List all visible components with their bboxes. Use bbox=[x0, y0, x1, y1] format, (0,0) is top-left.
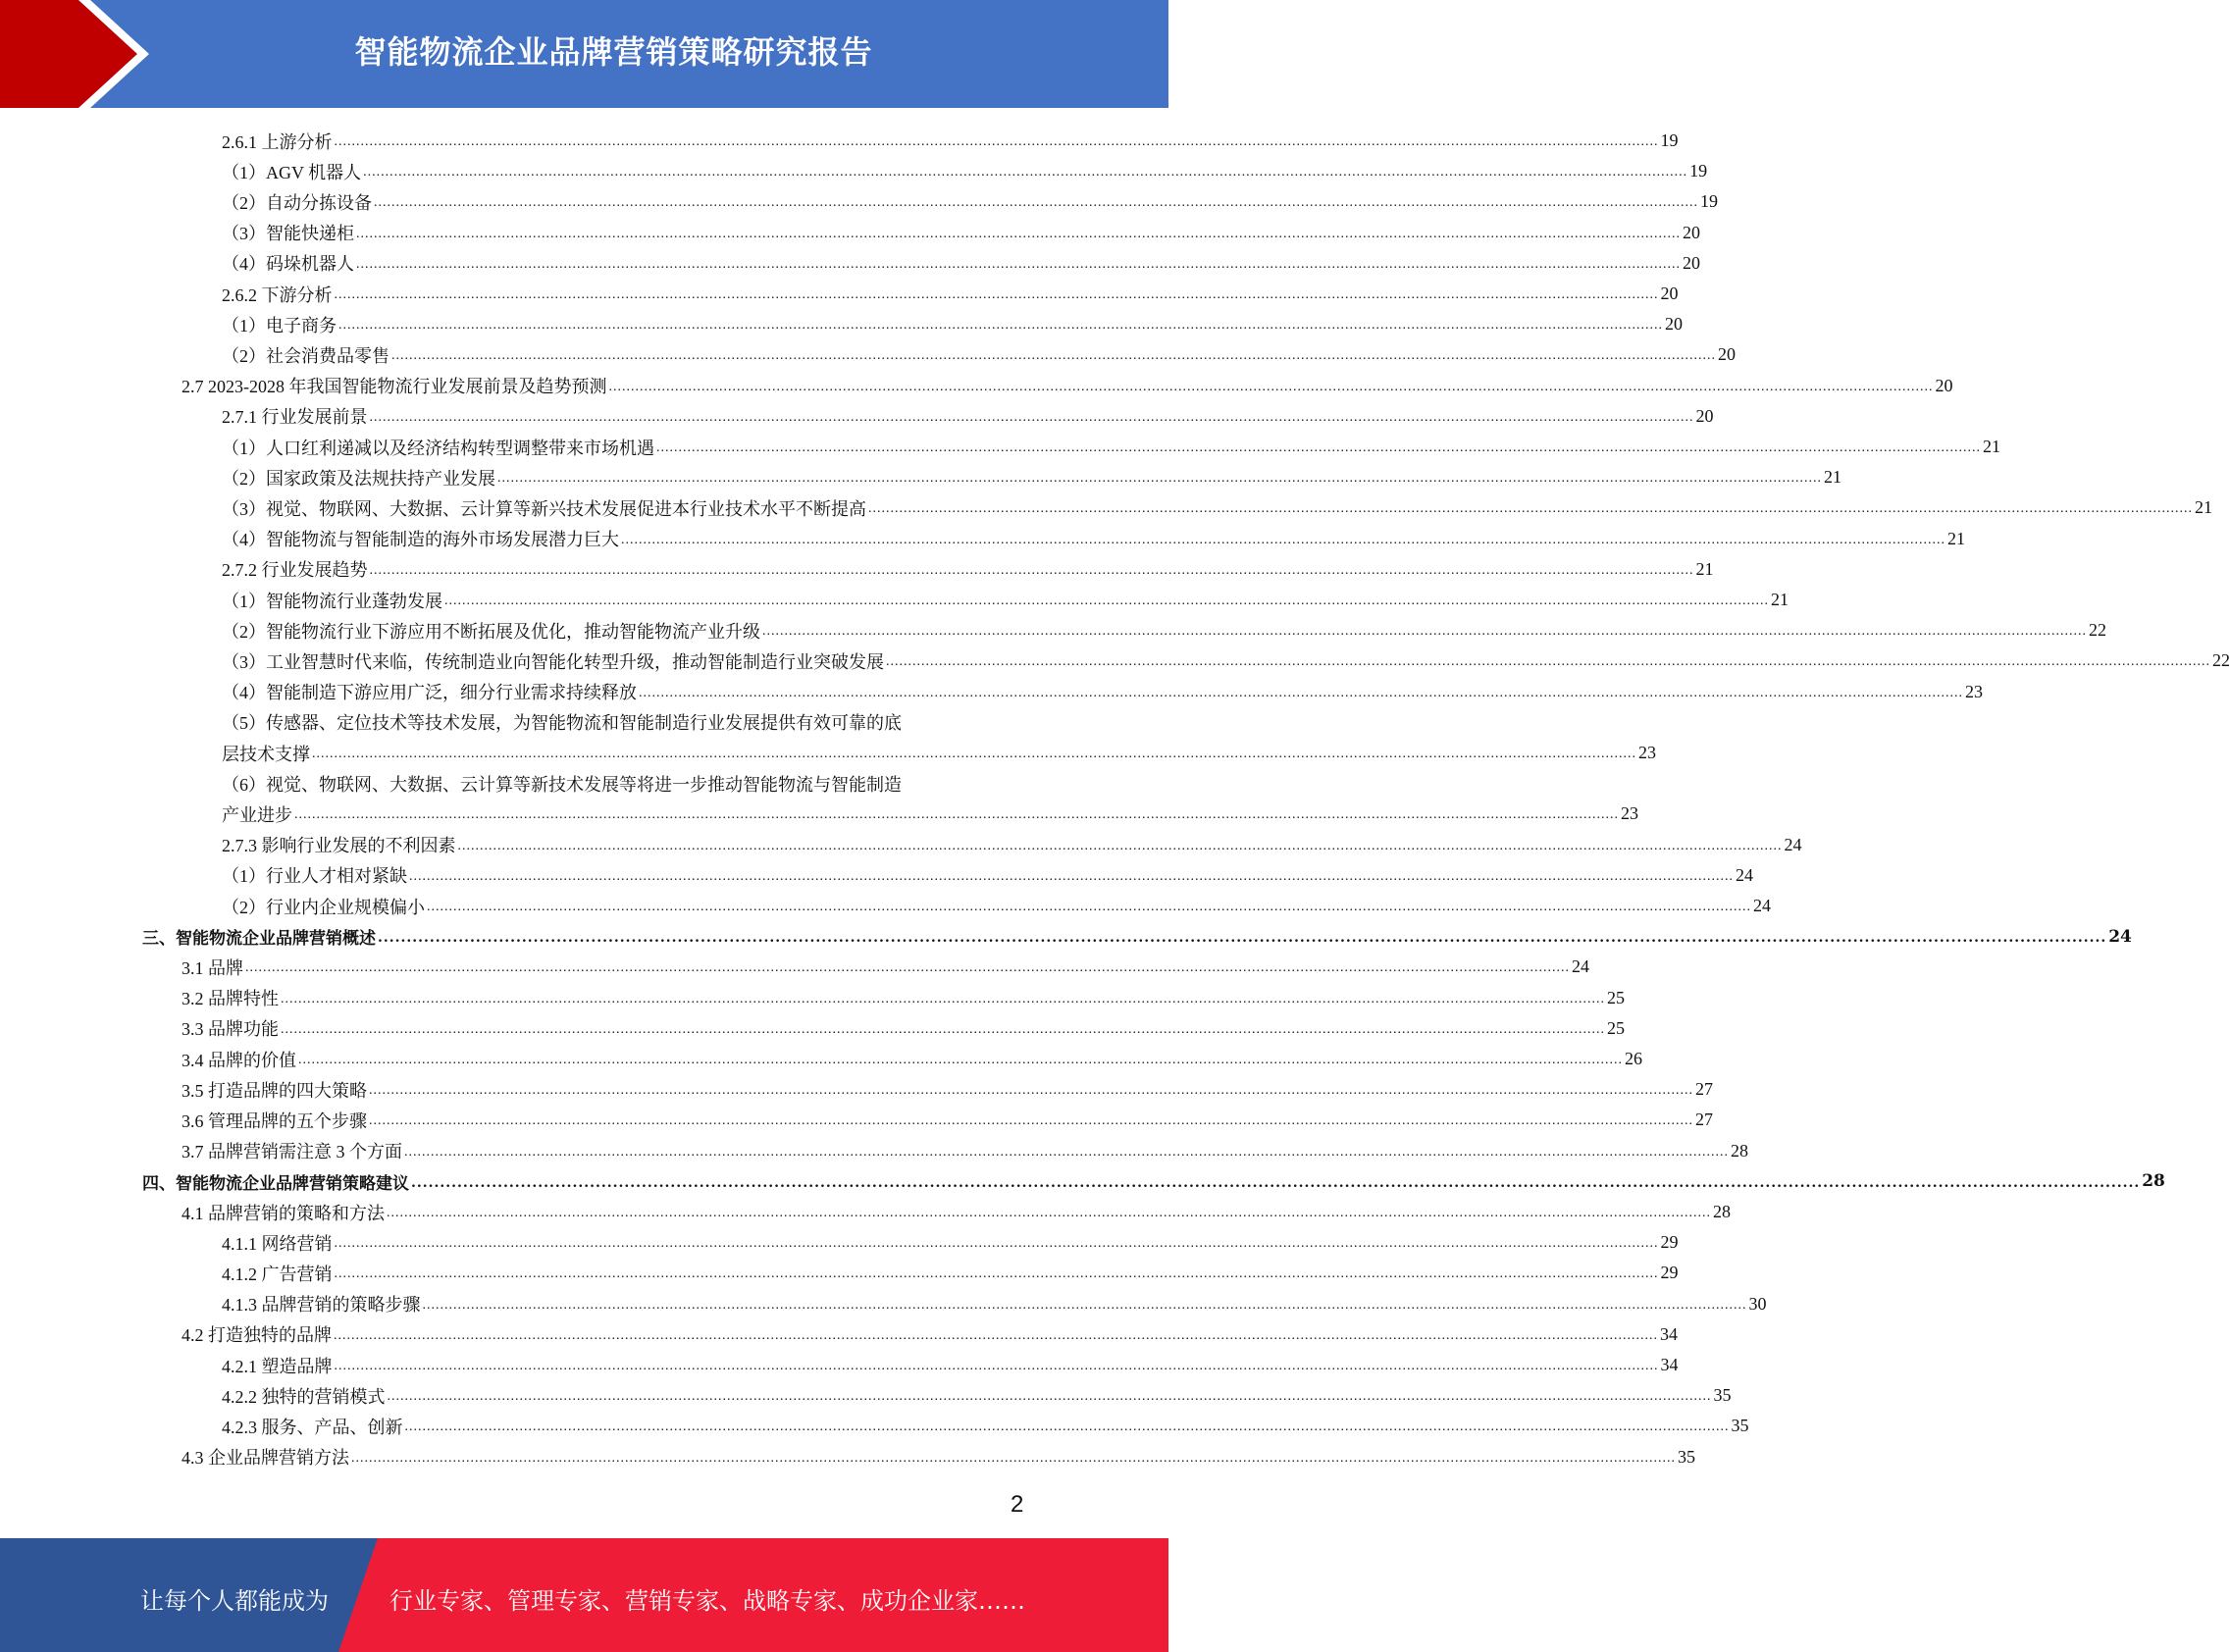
dot-leader: ............................................................................................................................................................................................................................................................................................................ bbox=[369, 409, 1694, 425]
toc-entry-label: 2.7 2023-2028 年我国智能物流行业发展前景及趋势预测 bbox=[182, 377, 607, 397]
toc-entry-page: 19 bbox=[1660, 130, 1679, 150]
toc-entry-page: 19 bbox=[1700, 191, 1718, 212]
toc-entry-label: 三、智能物流企业品牌营销概述 bbox=[142, 929, 376, 950]
toc-entry-label: （2）国家政策及法规扶持产业发展 bbox=[222, 468, 495, 489]
toc-entry-page: 25 bbox=[1607, 1017, 1625, 1038]
toc-entry-label: （2）社会消费品零售 bbox=[222, 345, 389, 366]
toc-entry-page: 20 bbox=[1718, 344, 1736, 365]
toc-entry-label: 4.1 品牌营销的策略和方法 bbox=[182, 1203, 385, 1223]
toc-entry-label: 4.1.3 品牌营销的策略步骤 bbox=[222, 1295, 421, 1316]
toc-entry-label: 3.5 打造品牌的四大策略 bbox=[182, 1080, 367, 1101]
toc-entry-page: 24 bbox=[2108, 926, 2132, 947]
dot-leader: ............................................................................................................................................................................................................................................................................................................ bbox=[427, 900, 1751, 914]
toc-entry-label: （4）智能制造下游应用广泛，细分行业需求持续释放 bbox=[222, 683, 637, 703]
toc-entry[interactable] bbox=[182, 1105, 1713, 1135]
toc-entry-label: （1）行业人才相对紧缺 bbox=[222, 866, 407, 887]
toc-entry-page: 20 bbox=[1683, 222, 1700, 242]
dot-leader: ............................................................................................................................................................................................................................................................................................................ bbox=[378, 930, 2107, 947]
toc-entry[interactable] bbox=[222, 677, 1983, 707]
toc-entry[interactable] bbox=[222, 860, 1753, 891]
toc-entry-label: 3.4 品牌的价值 bbox=[182, 1050, 296, 1070]
toc-entry-page: 29 bbox=[1660, 1232, 1679, 1253]
toc-entry-page: 27 bbox=[1695, 1110, 1713, 1130]
footer-slogan-right: 行业专家、管理专家、营销专家、战略专家、成功企业家…… bbox=[389, 1587, 1025, 1615]
footer-banner bbox=[0, 1538, 1168, 1652]
toc-entry-label: （2）行业内企业规模偏小 bbox=[222, 897, 425, 917]
toc-entry[interactable] bbox=[222, 585, 1789, 615]
toc-entry-label: （3）视觉、物联网、大数据、云计算等新兴技术发展促进本行业技术水平不断提高 bbox=[222, 498, 866, 519]
toc-entry-label: 4.2.2 独特的营销模式 bbox=[222, 1386, 386, 1407]
toc-entry-page: 20 bbox=[1683, 252, 1700, 273]
toc-entry[interactable] bbox=[182, 1319, 1678, 1350]
dot-leader: ............................................................................................................................................................................................................................................................................................................ bbox=[334, 1266, 1659, 1282]
toc-entry[interactable] bbox=[222, 462, 1841, 492]
dot-leader: ............................................................................................................................................................................................................................................................................................................ bbox=[639, 685, 1963, 700]
toc-entry-page: 28 bbox=[2142, 1171, 2165, 1192]
toc-entry-label: （6）视觉、物联网、大数据、云计算等新技术发展等将进一步推动智能物流与智能制造 bbox=[222, 774, 902, 795]
dot-leader: ............................................................................................................................................................................................................................................................................................................ bbox=[387, 1206, 1711, 1220]
toc-entry-page: 28 bbox=[1731, 1140, 1748, 1161]
toc-entry[interactable] bbox=[222, 1380, 1732, 1411]
toc-entry-label: 3.3 品牌功能 bbox=[182, 1019, 279, 1040]
toc-entry[interactable] bbox=[222, 218, 1700, 248]
toc-entry-label: 3.6 管理品牌的五个步骤 bbox=[182, 1110, 367, 1131]
toc-entry[interactable] bbox=[222, 186, 1718, 217]
dot-leader: ............................................................................................................................................................................................................................................................................................................ bbox=[409, 868, 1734, 884]
toc-entry-label: （3）智能快递柜 bbox=[222, 224, 354, 244]
toc-entry-page: 20 bbox=[1695, 405, 1714, 426]
toc-entry-label: 4.1.2 广告营销 bbox=[222, 1264, 333, 1284]
toc-entry-label: 4.1.1 网络营销 bbox=[222, 1233, 333, 1254]
dot-leader: ............................................................................................................................................................................................................................................................................................................ bbox=[334, 1236, 1659, 1252]
toc-entry-label: （5）传感器、定位技术等技术发展，为智能物流和智能制造行业发展提供有效可靠的底 bbox=[222, 713, 902, 734]
dot-leader: ............................................................................................................................................................................................................................................................................................................ bbox=[497, 471, 1822, 487]
toc-entry-page: 23 bbox=[1965, 681, 1983, 701]
toc-entry-label: 四、智能物流企业品牌营销策略建议 bbox=[142, 1173, 409, 1194]
dot-leader: ............................................................................................................................................................................................................................................................................................................ bbox=[334, 287, 1659, 302]
toc-entry-label: 层技术支撑 bbox=[222, 744, 310, 764]
toc-entry-label: 4.3 企业品牌营销方法 bbox=[182, 1448, 349, 1469]
toc-entry[interactable] bbox=[222, 645, 2230, 676]
toc-entry-label: （1）电子商务 bbox=[222, 315, 337, 336]
toc-entry-label: 2.7.1 行业发展前景 bbox=[222, 407, 368, 428]
toc-entry[interactable] bbox=[222, 799, 1638, 829]
toc-entry-label: （2）自动分拣设备 bbox=[222, 192, 372, 213]
dot-leader: ............................................................................................................................................................................................................................................................................................................ bbox=[374, 195, 1698, 211]
dot-leader: ............................................................................................................................................................................................................................................................................................................ bbox=[334, 134, 1659, 149]
toc-entry-page: 19 bbox=[1689, 161, 1708, 181]
toc-entry[interactable] bbox=[182, 952, 1589, 982]
dot-leader: ............................................................................................................................................................................................................................................................................................................ bbox=[369, 1113, 1693, 1129]
dot-leader: ............................................................................................................................................................................................................................................................................................................ bbox=[444, 594, 1769, 608]
dot-leader: ............................................................................................................................................................................................................................................................................................................ bbox=[886, 654, 2210, 670]
dot-leader: ............................................................................................................................................................................................................................................................................................................ bbox=[411, 1174, 2141, 1191]
toc-entry-label: （1）人口红利递减以及经济结构转型调整带来市场机遇 bbox=[222, 438, 654, 458]
toc-entry-page: 30 bbox=[1748, 1293, 1767, 1314]
dot-leader: ............................................................................................................................................................................................................................................................................................................ bbox=[387, 1389, 1712, 1405]
toc-entry-page: 25 bbox=[1607, 987, 1625, 1007]
toc-entry[interactable] bbox=[222, 156, 1708, 186]
dot-leader: ............................................................................................................................................................................................................................................................................................................ bbox=[298, 1053, 1623, 1067]
dot-leader: ............................................................................................................................................................................................................................................................................................................ bbox=[356, 256, 1681, 272]
dot-leader: ............................................................................................................................................................................................................................................................................................................ bbox=[363, 165, 1688, 181]
toc-entry-page: 27 bbox=[1695, 1079, 1713, 1100]
dot-leader: ............................................................................................................................................................................................................................................................................................................ bbox=[369, 562, 1694, 578]
toc-entry-label: （1）智能物流行业蓬勃发展 bbox=[222, 591, 442, 611]
toc-entry-label: 3.1 品牌 bbox=[182, 957, 243, 978]
toc-entry-page: 35 bbox=[1713, 1385, 1732, 1406]
dot-leader: ............................................................................................................................................................................................................................................................................................................ bbox=[312, 747, 1636, 761]
toc-entry-page: 24 bbox=[1572, 956, 1589, 977]
toc-entry[interactable] bbox=[222, 401, 1714, 432]
toc-entry-page: 23 bbox=[1621, 803, 1638, 824]
dot-leader: ............................................................................................................................................................................................................................................................................................................ bbox=[404, 1144, 1729, 1160]
toc-entry-page: 22 bbox=[2089, 620, 2106, 641]
dot-leader: ............................................................................................................................................................................................................................................................................................................ bbox=[762, 624, 2087, 640]
toc-entry-page: 28 bbox=[1713, 1202, 1731, 1221]
dot-leader: ............................................................................................................................................................................................................................................................................................................ bbox=[281, 991, 1605, 1007]
toc-entry-label: （4）码垛机器人 bbox=[222, 254, 354, 275]
toc-entry[interactable] bbox=[222, 1411, 1749, 1441]
toc-entry-label: 产业进步 bbox=[222, 804, 292, 825]
toc-entry-page: 34 bbox=[1660, 1323, 1678, 1344]
dot-leader: ............................................................................................................................................................................................................................................................................................................ bbox=[245, 960, 1570, 976]
dot-leader: ............................................................................................................................................................................................................................................................................................................ bbox=[338, 318, 1663, 334]
toc-entry[interactable] bbox=[222, 707, 1027, 738]
toc-entry[interactable] bbox=[182, 1044, 1642, 1074]
toc-entry[interactable] bbox=[222, 279, 1679, 309]
toc-entry-page: 24 bbox=[1736, 864, 1753, 885]
dot-leader: ............................................................................................................................................................................................................................................................................................................ bbox=[404, 1420, 1730, 1435]
toc-entry[interactable] bbox=[182, 1136, 1748, 1166]
toc-entry-page: 20 bbox=[1665, 314, 1683, 335]
toc-entry-label: 2.7.3 影响行业发展的不利因素 bbox=[222, 836, 456, 856]
dot-leader: ............................................................................................................................................................................................................................................................................................................ bbox=[281, 1021, 1605, 1037]
toc-entry-page: 20 bbox=[1935, 375, 1953, 395]
toc-entry-label: 4.2.3 服务、产品、创新 bbox=[222, 1417, 403, 1437]
toc-entry[interactable] bbox=[222, 830, 1802, 860]
toc-entry-page: 20 bbox=[1660, 284, 1679, 303]
toc-entry-page: 35 bbox=[1731, 1416, 1749, 1436]
toc-entry-page: 22 bbox=[2212, 650, 2230, 671]
toc-entry-page: 24 bbox=[1784, 834, 1802, 854]
toc-entry-label: 4.2 打造独特的品牌 bbox=[182, 1325, 332, 1346]
toc-entry-label: （2）智能物流行业下游应用不断拓展及优化，推动智能物流产业升级 bbox=[222, 621, 760, 642]
toc-entry[interactable] bbox=[222, 768, 1027, 799]
toc-entry-label: （4）智能物流与智能制造的海外市场发展潜力巨大 bbox=[222, 530, 619, 550]
toc-entry-page: 23 bbox=[1638, 743, 1656, 762]
footer-slogan-left: 让每个人都能成为 bbox=[140, 1587, 329, 1615]
toc-entry-page: 21 bbox=[1695, 558, 1714, 579]
toc-entry-page: 35 bbox=[1678, 1446, 1695, 1467]
toc-entry-page: 21 bbox=[2195, 497, 2212, 518]
dot-leader: ............................................................................................................................................................................................................................................................................................................ bbox=[334, 1327, 1658, 1343]
report-title: 智能物流企业品牌营销策略研究报告 bbox=[354, 33, 873, 71]
dot-leader: ............................................................................................................................................................................................................................................................................................................ bbox=[351, 1450, 1676, 1466]
dot-leader: ............................................................................................................................................................................................................................................................................................................ bbox=[391, 348, 1716, 364]
toc-entry[interactable] bbox=[222, 1258, 1679, 1288]
toc-entry[interactable] bbox=[182, 1197, 1731, 1227]
header-banner bbox=[0, 0, 1168, 108]
toc-entry[interactable] bbox=[182, 983, 1625, 1013]
toc-entry-label: 2.7.2 行业发展趋势 bbox=[222, 560, 368, 581]
toc-entry[interactable] bbox=[222, 309, 1683, 339]
toc-entry-label: 2.6.1 上游分析 bbox=[222, 131, 333, 152]
toc-entry[interactable] bbox=[222, 492, 2212, 523]
dot-leader: ............................................................................................................................................................................................................................................................................................................ bbox=[457, 838, 1783, 853]
toc-entry[interactable] bbox=[222, 615, 2106, 645]
toc-entry[interactable] bbox=[142, 921, 2132, 952]
toc-entry-label: 4.2.1 塑造品牌 bbox=[222, 1356, 333, 1376]
toc-entry[interactable] bbox=[222, 554, 1714, 585]
toc-entry-page: 21 bbox=[1947, 528, 1965, 548]
toc-entry-page: 26 bbox=[1625, 1049, 1642, 1068]
dot-leader: ............................................................................................................................................................................................................................................................................................................ bbox=[608, 379, 1934, 394]
toc-entry[interactable] bbox=[182, 1013, 1625, 1044]
toc-entry[interactable] bbox=[182, 1074, 1713, 1105]
dot-leader: ............................................................................................................................................................................................................................................................................................................ bbox=[369, 1083, 1693, 1099]
toc-entry[interactable] bbox=[182, 1442, 1695, 1472]
toc-entry[interactable] bbox=[222, 891, 1771, 921]
toc-entry-page: 21 bbox=[1983, 437, 2000, 456]
toc-entry-label: 3.7 品牌营销需注意 3 个方面 bbox=[182, 1142, 402, 1162]
toc-entry[interactable] bbox=[222, 339, 1736, 370]
toc-entry-page: 21 bbox=[1824, 467, 1841, 488]
dot-leader: ............................................................................................................................................................................................................................................................................................................ bbox=[656, 440, 1981, 455]
toc-entry-label: （3）工业智慧时代来临，传统制造业向智能化转型升级，推动智能制造行业突破发展 bbox=[222, 651, 884, 672]
toc-entry-label: （1）AGV 机器人 bbox=[222, 162, 362, 182]
page-number: 2 bbox=[1011, 1491, 1024, 1518]
dot-leader: ............................................................................................................................................................................................................................................................................................................ bbox=[334, 1359, 1659, 1373]
toc-entry[interactable] bbox=[222, 1227, 1679, 1258]
toc-entry-page: 21 bbox=[1771, 590, 1789, 609]
dot-leader: ............................................................................................................................................................................................................................................................................................................ bbox=[294, 807, 1619, 823]
toc-entry-label: 3.2 品牌特性 bbox=[182, 989, 279, 1009]
toc-entry[interactable] bbox=[222, 738, 1656, 768]
dot-leader: ............................................................................................................................................................................................................................................................................................................ bbox=[422, 1297, 1747, 1313]
toc-entry[interactable] bbox=[222, 432, 2000, 462]
toc-entry[interactable] bbox=[182, 371, 1953, 401]
toc-entry-page: 29 bbox=[1660, 1263, 1679, 1283]
toc-entry[interactable] bbox=[222, 1289, 1767, 1319]
toc-entry[interactable] bbox=[222, 248, 1700, 279]
dot-leader: ............................................................................................................................................................................................................................................................................................................ bbox=[868, 501, 2193, 517]
toc-entry-page: 24 bbox=[1753, 896, 1771, 915]
toc-entry-page: 34 bbox=[1660, 1355, 1679, 1374]
toc-entry[interactable] bbox=[222, 1350, 1679, 1380]
toc-entry[interactable] bbox=[222, 524, 1965, 554]
dot-leader: ............................................................................................................................................................................................................................................................................................................ bbox=[356, 226, 1681, 241]
toc-entry[interactable] bbox=[142, 1166, 2165, 1197]
toc-entry-label: 2.6.2 下游分析 bbox=[222, 284, 333, 305]
toc-entry[interactable] bbox=[222, 126, 1679, 156]
dot-leader: ............................................................................................................................................................................................................................................................................................................ bbox=[621, 532, 1945, 547]
